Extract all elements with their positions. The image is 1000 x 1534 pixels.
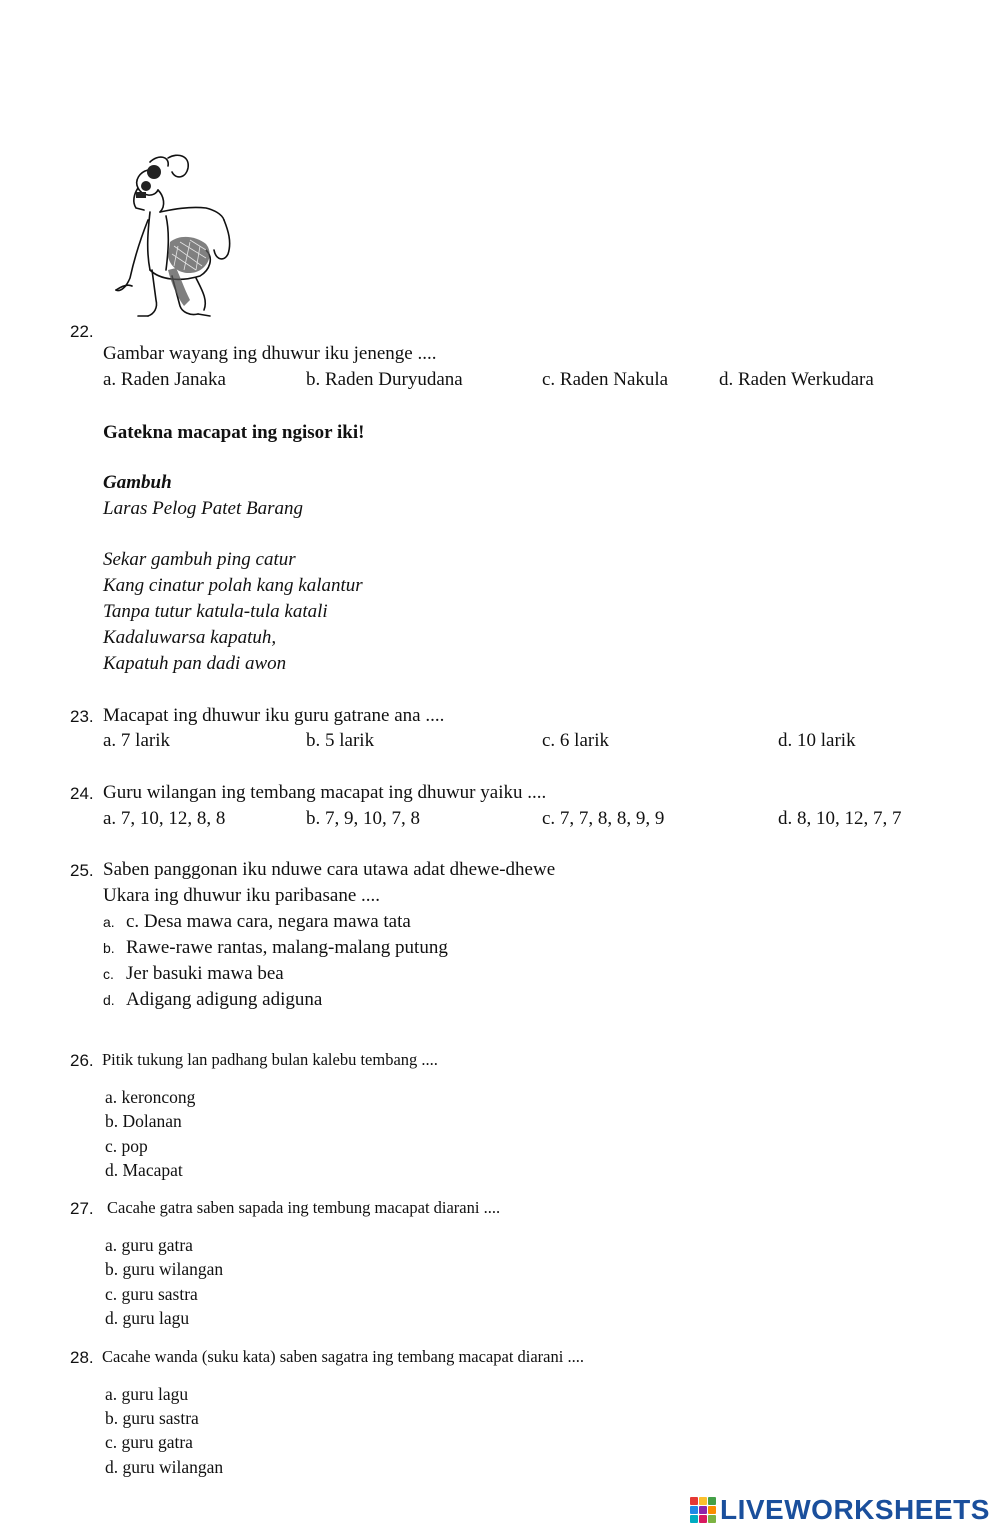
- option-d[interactable]: d. guru wilangan: [105, 1457, 224, 1477]
- option-b[interactable]: b. 7, 9, 10, 7, 8: [306, 808, 420, 829]
- option-a[interactable]: a. guru lagu: [105, 1384, 189, 1404]
- question-number: 25.: [70, 861, 94, 880]
- question-text: Guru wilangan ing tembang macapat ing dhuwur yaiku ....: [103, 782, 547, 803]
- question-number: 24.: [70, 784, 94, 803]
- option-letter: a.: [103, 914, 115, 930]
- question-number: 27.: [70, 1199, 94, 1218]
- question-text: Cacahe wanda (suku kata) saben sagatra ing tembang macapat diarani ....: [102, 1347, 584, 1366]
- logo-cell: [690, 1515, 698, 1523]
- poem-line: Kapatuh pan dadi awon: [103, 653, 287, 674]
- option-c[interactable]: c. guru sastra: [105, 1284, 198, 1304]
- question-number: 22.: [70, 322, 94, 341]
- option-b[interactable]: b. 5 larik: [306, 730, 375, 751]
- option-a[interactable]: a. keroncong: [105, 1087, 196, 1107]
- instruction-heading: Gatekna macapat ing ngisor iki!: [103, 422, 365, 443]
- option-c[interactable]: Jer basuki mawa bea: [126, 963, 284, 984]
- option-d[interactable]: Adigang adigung adiguna: [126, 989, 323, 1010]
- question-text: Pitik tukung lan padhang bulan kalebu tembang ....: [102, 1050, 438, 1069]
- question-number: 26.: [70, 1051, 94, 1070]
- option-a[interactable]: a. 7 larik: [103, 730, 171, 751]
- question-subtext: Ukara ing dhuwur iku paribasane ....: [103, 885, 381, 906]
- logo-text: LIVEWORKSHEETS: [720, 1494, 990, 1525]
- poem-subtitle: Laras Pelog Patet Barang: [103, 498, 304, 519]
- question-text: Cacahe gatra saben sapada ing tembung macapat diarani ....: [107, 1198, 501, 1217]
- option-d[interactable]: d. Raden Werkudara: [719, 369, 874, 390]
- poem-line: Sekar gambuh ping catur: [103, 549, 296, 570]
- question-text: Saben panggonan iku nduwe cara utawa adat dhewe-dhewe: [103, 859, 556, 880]
- option-c[interactable]: c. Raden Nakula: [542, 369, 669, 390]
- option-letter: c.: [103, 966, 114, 982]
- logo-cell: [708, 1497, 716, 1505]
- logo-cell: [708, 1506, 716, 1514]
- option-a[interactable]: a. Raden Janaka: [103, 369, 226, 390]
- option-d[interactable]: d. Macapat: [105, 1160, 183, 1180]
- poem-title: Gambuh: [103, 472, 172, 493]
- option-b[interactable]: b. guru wilangan: [105, 1259, 224, 1279]
- option-d[interactable]: d. 8, 10, 12, 7, 7: [778, 808, 902, 829]
- option-c[interactable]: c. 6 larik: [542, 730, 610, 751]
- poem-line: Kadaluwarsa kapatuh,: [103, 627, 277, 648]
- option-a[interactable]: a. guru gatra: [105, 1235, 193, 1255]
- question-number: 28.: [70, 1348, 94, 1367]
- option-c[interactable]: c. guru gatra: [105, 1432, 193, 1452]
- option-b[interactable]: b. Dolanan: [105, 1111, 182, 1131]
- option-a[interactable]: a. 7, 10, 12, 8, 8: [103, 808, 226, 829]
- liveworksheets-logo-icon: [690, 1497, 716, 1523]
- option-b[interactable]: Rawe-rawe rantas, malang-malang putung: [126, 937, 448, 958]
- poem-line: Tanpa tutur katula-tula katali: [103, 601, 328, 622]
- poem-line: Kang cinatur polah kang kalantur: [103, 575, 363, 596]
- option-b[interactable]: b. Raden Duryudana: [306, 369, 463, 390]
- option-c[interactable]: c. pop: [105, 1136, 148, 1156]
- question-text: Macapat ing dhuwur iku guru gatrane ana ....: [103, 705, 445, 726]
- option-letter: d.: [103, 992, 115, 1008]
- option-d[interactable]: d. 10 larik: [778, 730, 856, 751]
- option-a[interactable]: c. Desa mawa cara, negara mawa tata: [126, 911, 411, 932]
- option-b[interactable]: b. guru sastra: [105, 1408, 199, 1428]
- question-text: Gambar wayang ing dhuwur iku jenenge ....: [103, 343, 437, 364]
- wayang-puppet-illustration: [110, 150, 255, 322]
- option-c[interactable]: c. 7, 7, 8, 8, 9, 9: [542, 808, 665, 829]
- option-d[interactable]: d. guru lagu: [105, 1308, 190, 1328]
- option-letter: b.: [103, 940, 115, 956]
- logo-cell: [690, 1497, 698, 1505]
- logo-cell: [699, 1497, 707, 1505]
- logo-cell: [699, 1515, 707, 1523]
- logo-cell: [690, 1506, 698, 1514]
- liveworksheets-logo[interactable]: [690, 1493, 990, 1527]
- question-number: 23.: [70, 707, 94, 726]
- logo-cell: [699, 1506, 707, 1514]
- logo-cell: [708, 1515, 716, 1523]
